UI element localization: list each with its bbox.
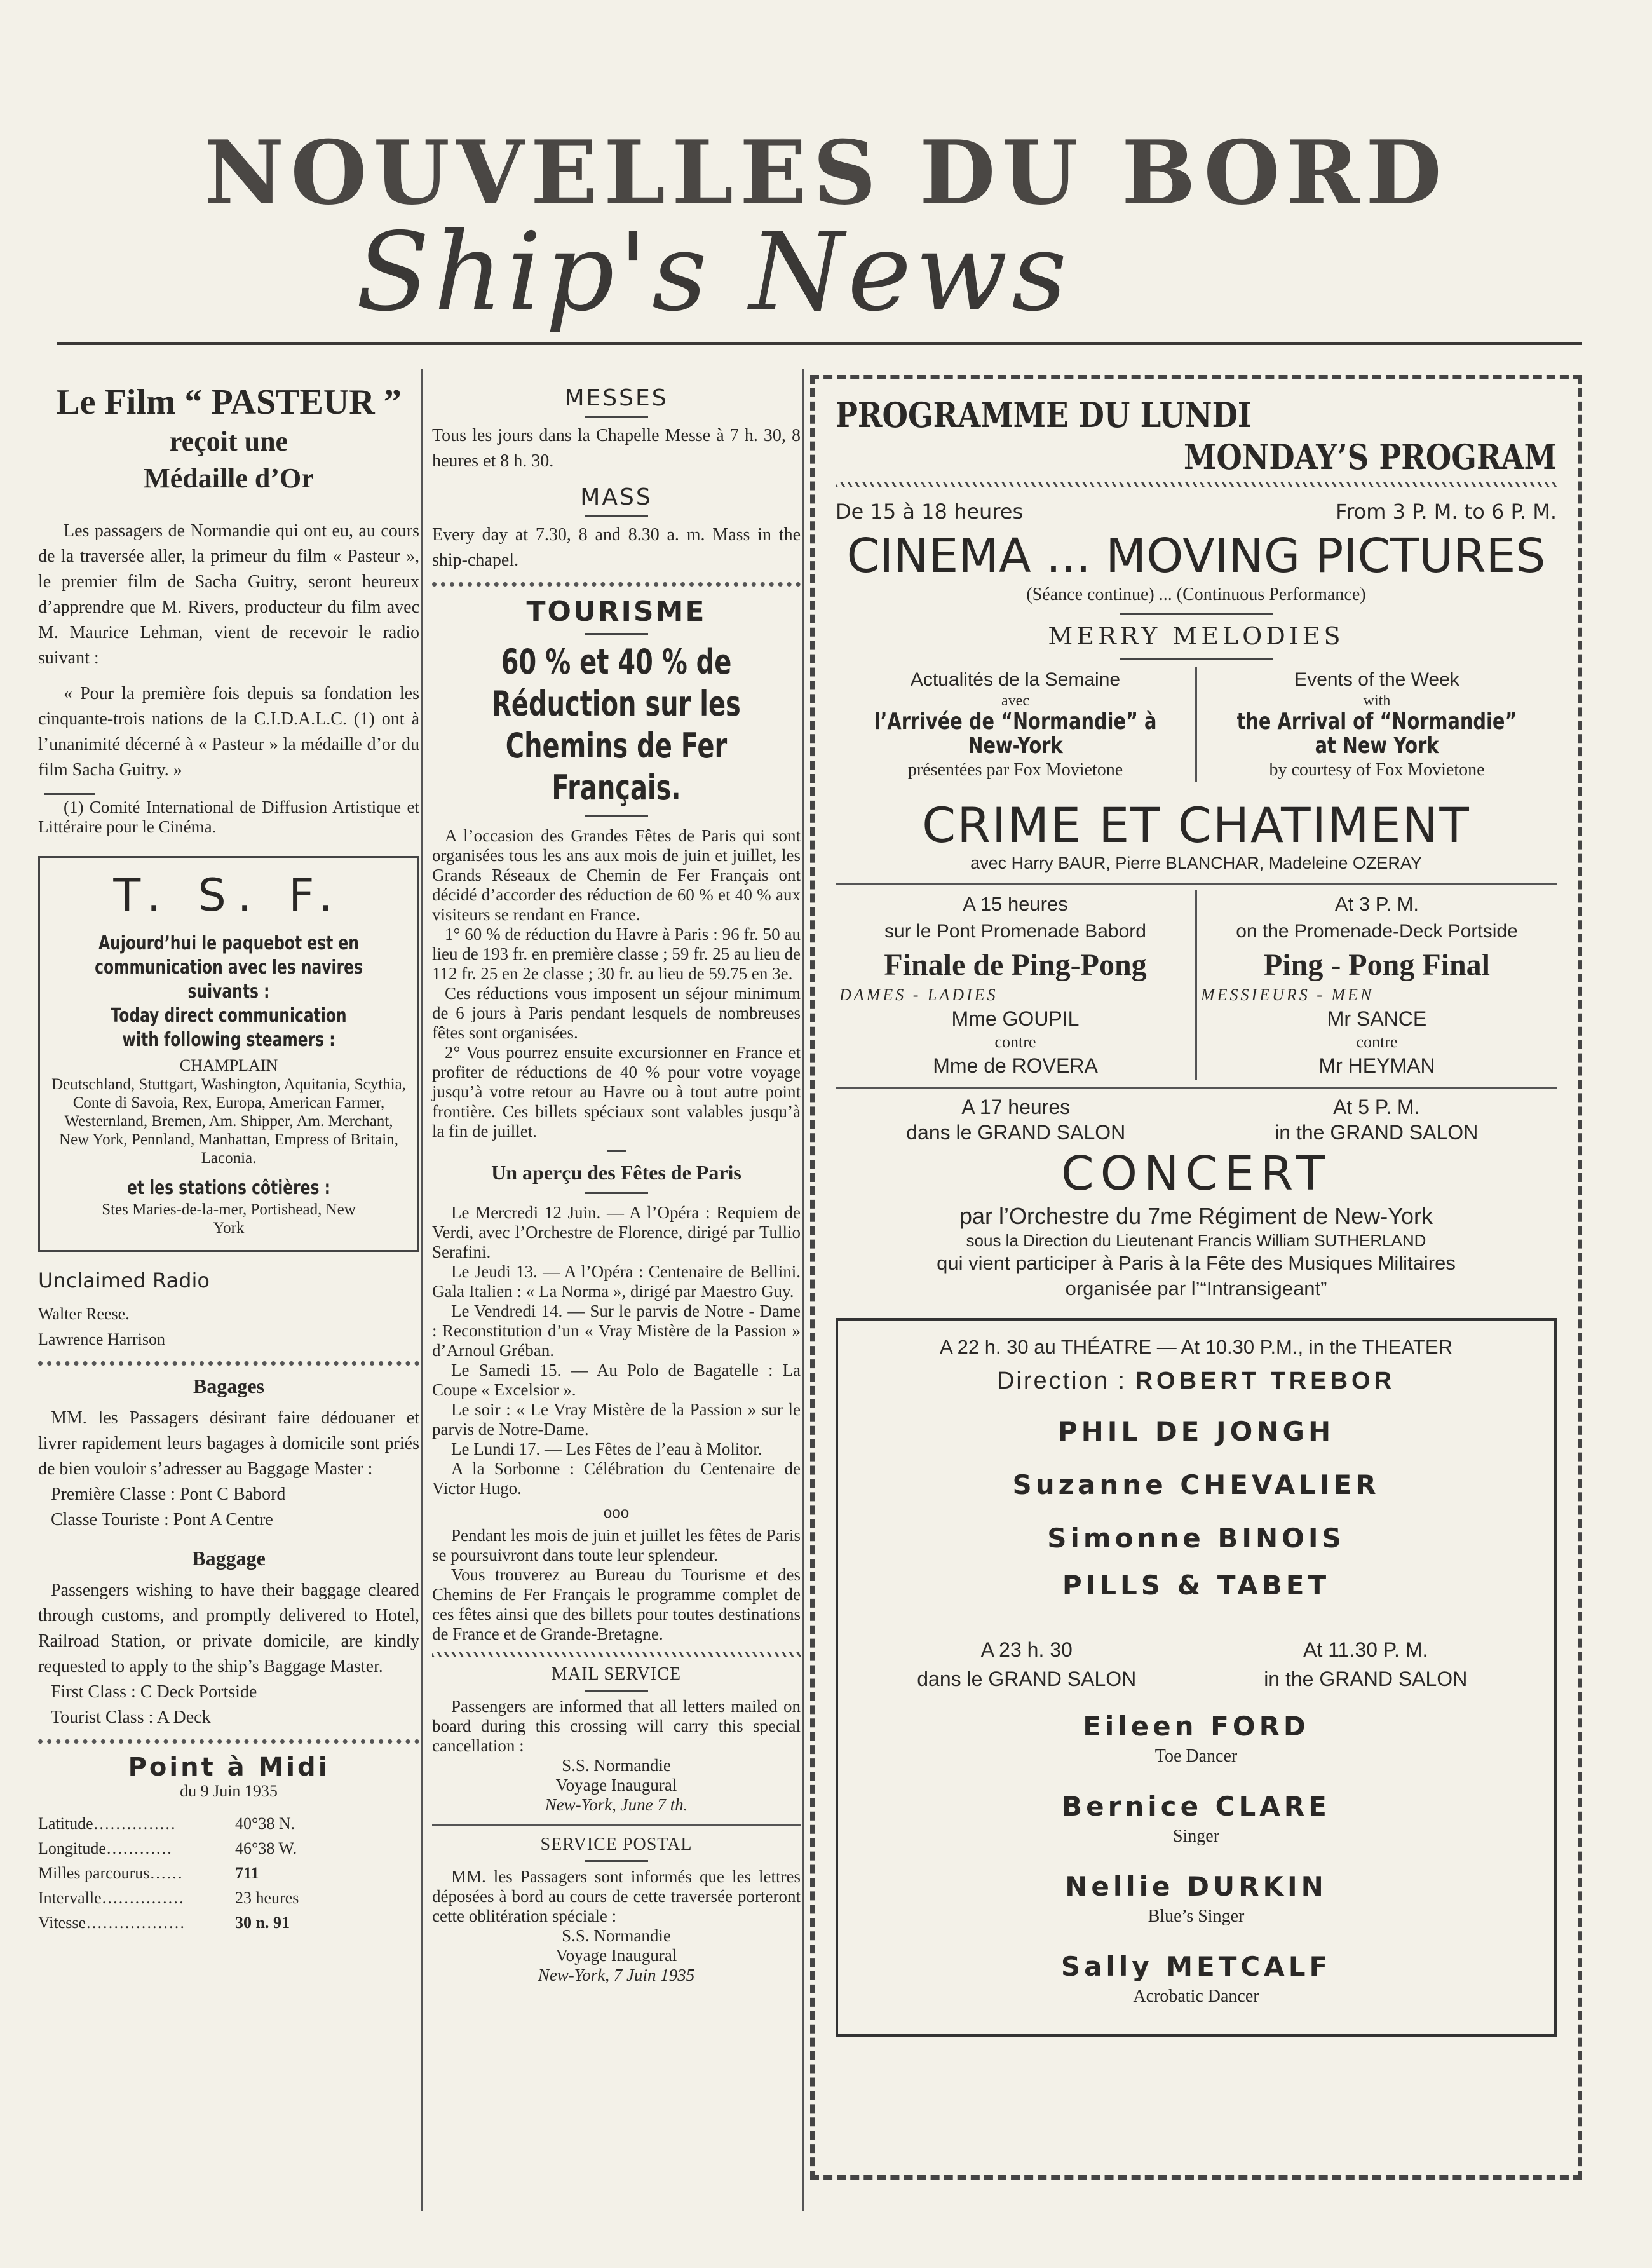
unclaimed-name-2: Lawrence Harrison [38,1330,165,1348]
late-show-fr-time: A 23 h. 30 [980,1638,1073,1661]
fetes-title: Un aperçu des Fêtes de Paris [491,1161,741,1184]
concert-en-place: in the GRAND SALON [1275,1121,1479,1144]
bagages-title: Bagages [193,1375,264,1397]
film-divider [44,793,95,795]
film-title: Le Film “ PASTEUR ” [56,383,402,422]
concert-line3: qui vient participer à Paris à la Fête des Musiques Militaires [937,1252,1456,1274]
point-row: Intervalle…………… 23 heures [38,1889,299,1907]
concert-line2: sous la Direction du Lieutenant Francis William SUTHERLAND [966,1231,1426,1250]
film-subtitle-1: reçoit une [169,426,288,457]
performer-name: Nellie DURKIN [1065,1871,1327,1902]
mail-stamp-2: Voyage Inaugural [555,1776,677,1795]
tourisme-headline: 60 % et 40 % de Réduction sur les Chemins de Fer Français. [492,642,741,808]
divider [585,815,648,817]
point-row: Latitude…………… 40°38 N. [38,1814,295,1833]
messes-body: Tous les jours dans la Chapelle Messe à 7 h. 30, 8 heures et 8 h. 30. [432,426,801,471]
baggage-body: Passengers wishing to have their baggage cleared through customs, and promptly delivered to Hotel, Railroad Station, or private domicile, are kindly requested to apply to the ship’s Baggage Master. [38,1580,419,1676]
postal-body: MM. les Passagers sont informés que les lettres déposées à bord au cours de cette traversée porteront cette oblitération spéciale : [432,1867,801,1925]
dotted-divider [432,582,801,587]
divider [585,1860,648,1862]
zigzag-divider [836,482,1557,487]
pingpong-en-place: on the Promenade-Deck Portside [1236,921,1518,942]
fetes-item: Le Jeudi 13. — A l’Opéra : Centenaire de Bellini. Gala Italien : « La Norma », dirigé par Maestro Guy. [432,1262,801,1301]
mass-body: Every day at 7.30, 8 and 8.30 a. m. Mass in the ship-chapel. [432,525,801,570]
direction-name: ROBERT TREBOR [1135,1368,1396,1394]
tsf-french-intro: Aujourd’hui le paquebot est en communication avec les navires suivants : [95,932,363,1003]
tourisme-p1: A l’occasion des Grandes Fêtes de Paris qui sont organisées tous les ans aux mois de juin et juillet, les Grands Réseaux de Chemin de Fer Français ont décidé d’accorder des réduction de 60 % et 40 % aux visiteurs se rendant en France. [432,826,801,924]
postal-stamp-1: S.S. Normandie [562,1926,671,1945]
fetes-item: Le Mercredi 12 Juin. — A l’Opéra : Requiem de Verdi, avec l’Orchestre de Florence, dirigé par Tullio Serafini. [432,1203,801,1261]
divider [1120,658,1273,660]
film-body: Les passagers de Normandie qui ont eu, au cours de la traversée aller, la primeur du film « Pasteur », le premier film de Sacha Guitry, seront heureux d’apprendre que M. Rivers, producteur du film avec M. Maurice Lehman, vient de recevoir le radio suivant : [38,521,419,668]
news-fr-line2: avec [1001,693,1029,709]
fetes-item: Le Samedi 15. — Au Polo de Bagatelle : La Coupe « Excelsior ». [432,1361,801,1399]
feature-film-title: CRIME ET CHATIMENT [922,797,1470,853]
divider [836,883,1557,885]
bagages-tourist-class: Classe Touriste : Pont A Centre [51,1510,273,1530]
film-quote: « Pour la première fois depuis sa fondation les cinquante-trois nations de la C.I.D.A.L.C. (1) ont à l’unanimité décerné à « Pasteur » la médaille d’or du film Sacha Guitry. » [38,684,419,780]
divider [432,1824,801,1826]
news-en-line4: by courtesy of Fox Movietone [1269,760,1485,780]
bagages-first-class: Première Classe : Pont C Babord [51,1484,286,1504]
pingpong-en-title: Ping - Pong Final [1263,948,1491,982]
tsf-ship-champlain: CHAMPLAIN [179,1056,278,1075]
unclaimed-title: Unclaimed Radio [38,1268,210,1293]
tourisme-p2: 1° 60 % de réduction du Havre à Paris : 96 fr. 50 au lieu de 193 fr. en première classe ; 59 fr. 25 au lieu de 112 fr. 25 en 2e classe ; 30 fr. au lieu de 59.75 en 3e. [432,925,801,983]
fetes-item: Le Lundi 17. — Les Fêtes de l’eau à Molitor. [451,1439,762,1458]
cinema-time-en: From 3 P. M. to 6 P. M. [1336,499,1557,524]
divider [607,1150,626,1152]
performer-name: Simonne BINOIS [1047,1523,1345,1554]
fetes-item: A la Sorbonne : Célébration du Centenaire de Victor Hugo. [432,1459,801,1498]
bagages-body: MM. les Passagers désirant faire dédouaner et livrer rapidement leurs bagages à domicile sont priés de bien vouloir s’adresser au Baggage Master : [38,1408,419,1479]
mail-title: MAIL SERVICE [552,1664,681,1684]
concert-line1: par l’Orchestre du 7me Régiment de New-York [959,1203,1433,1229]
divider [585,515,648,517]
theatre-box [836,1318,1557,2037]
direction-label: Direction : [996,1368,1127,1394]
late-show-en-place: in the GRAND SALON [1264,1667,1468,1690]
news-en-line3: the Arrival of “Normandie” at New York [1236,709,1517,759]
program-panel [810,375,1582,2180]
news-fr-line4: présentées par Fox Movietone [907,760,1123,780]
program-title-fr: PROGRAMME DU LUNDI [836,395,1252,435]
pingpong-fr-vs: contre [994,1033,1036,1051]
news-fr-line1: Actualités de la Semaine [910,669,1121,690]
theatre-line: A 22 h. 30 au THÉATRE — At 10.30 P.M., in the THEATER [940,1336,1452,1358]
baggage-title: Baggage [192,1547,266,1570]
tsf-coast-stations: Stes Maries-de-la-mer, Portishead, New York [102,1201,356,1237]
messes-title: MESSES [564,385,668,411]
divider [585,633,648,635]
tsf-box [38,856,419,1252]
concert-line4: organisée par l’“Intransigeant” [1065,1277,1327,1300]
film-footnote: (1) Comité International de Diffusion Artistique et Littéraire pour le Cinéma. [38,798,419,836]
point-table [38,1811,419,1935]
performer-name: Eileen FORD [1083,1711,1310,1742]
pingpong-fr-time: A 15 heures [963,893,1068,915]
unclaimed-name-1: Walter Reese. [38,1305,130,1323]
news-fr-line3: l’Arrivée de “Normandie” à New-York [874,709,1157,759]
mail-stamp-3: New-York, June 7 th. [545,1795,688,1814]
cinema-time-fr: De 15 à 18 heures [836,499,1024,524]
pingpong-fr-title: Finale de Ping-Pong [884,948,1147,982]
concert-fr-place: dans le GRAND SALON [906,1121,1126,1144]
pingpong-en-category: MESSIEURS - MEN [1201,986,1374,1004]
tsf-coast-label: et les stations côtières : [127,1177,330,1199]
point-row: Longitude………… 46°38 W. [38,1839,297,1857]
tourisme-p3: Ces réductions vous imposent un séjour minimum de 6 jours à Paris pendant lesquels de nombreuses fêtes sont organisées. [432,984,801,1042]
pingpong-fr-place: sur le Pont Promenade Babord [884,921,1146,942]
pingpong-en-player2: Mr HEYMAN [1318,1054,1435,1077]
performer-name: Sally METCALF [1060,1951,1332,1982]
mass-title: MASS [580,484,653,510]
program-title-en: MONDAY’S PROGRAM [1184,437,1557,477]
pingpong-fr-player1: Mme GOUPIL [951,1007,1080,1030]
point-row: Vitesse……………… 30 n. 91 [38,1913,290,1932]
feature-film-cast: avec Harry BAUR, Pierre BLANCHAR, Madeleine OZERAY [970,853,1422,873]
news-en-line2: with [1363,693,1391,709]
baggage-first-class: First Class : C Deck Portside [51,1682,257,1702]
cinema-subtitle: (Séance continue) ... (Continuous Performance) [1026,585,1366,604]
concert-fr-time: A 17 heures [961,1096,1071,1118]
merry-melodies: MERRY MELODIES [1048,622,1344,650]
film-subtitle-2: Médaille d’Or [144,463,314,494]
point-date: du 9 Juin 1935 [180,1782,278,1800]
concert-title: CONCERT [1061,1146,1331,1201]
tourisme-title: TOURISME [526,595,707,628]
mail-body: Passengers are informed that all letters mailed on board during this crossing will carry this special cancellation : [432,1697,801,1755]
cinema-title: CINEMA ... MOVING PICTURES [846,529,1546,583]
postal-stamp-3: New-York, 7 Juin 1935 [538,1966,695,1985]
pingpong-en-player1: Mr SANCE [1327,1007,1427,1030]
dotted-divider [38,1739,419,1744]
fetes-item: Le soir : « Le Vray Mistère de la Passion » sur le parvis de Notre-Dame. [432,1400,801,1439]
masthead-rule [57,342,1582,345]
point-row: Milles parcourus…… 711 [38,1864,259,1882]
late-show-fr-place: dans le GRAND SALON [917,1667,1137,1690]
pingpong-fr-player2: Mme de ROVERA [933,1054,1098,1077]
divider [1120,613,1273,615]
zigzag-divider [432,1652,801,1657]
masthead-title: NOUVELLES DU BORD [204,121,1448,224]
mail-stamp-1: S.S. Normandie [562,1756,671,1775]
performer-name: Bernice CLARE [1062,1791,1330,1822]
performer-name: PILLS & TABET [1062,1570,1330,1601]
concert-en-time: At 5 P. M. [1333,1096,1420,1118]
fetes-p2: Vous trouverez au Bureau du Tourisme et des Chemins de Fer Français le programme complet de ces fêtes ainsi que des billets pour toutes destinations de France et de Grande-Bretagne. [432,1565,801,1643]
pingpong-en-vs: contre [1356,1033,1398,1051]
postal-title: SERVICE POSTAL [540,1835,693,1854]
masthead-script-subtitle: Ship's News [356,210,1071,336]
dotted-divider [38,1361,419,1366]
postal-stamp-2: Voyage Inaugural [555,1946,677,1965]
divider [585,1192,648,1194]
performer-role: Acrobatic Dancer [1133,1986,1259,2006]
fetes-p1: Pendant les mois de juin et juillet les fêtes de Paris se poursuivront dans toute leur splendeur. [432,1526,801,1565]
fetes-item: Le Vendredi 14. — Sur le parvis de Notre - Dame : Reconstitution d’un « Vray Mistère de la Passion » d’Arnoul Gréban. [432,1301,801,1360]
divider [585,1690,648,1692]
performer-role: Toe Dancer [1154,1746,1238,1766]
tsf-title: T. S. F. [113,869,344,921]
tsf-english-intro: Today direct communication with following steamers : [111,1005,347,1051]
tsf-ship-list: Deutschland, Stuttgart, Washington, Aquitania, Scythia, Conte di Savoia, Rex, Europa, American Farmer, Westernland, Bremen, Am. Shipper, Am. Merchant, New York, Pennland, Manhattan, Empress of Britain, Laconia. [51,1076,406,1167]
column-divider-1 [421,369,423,2211]
performer-role: Singer [1172,1826,1220,1846]
late-show-en-time: At 11.30 P. M. [1303,1638,1428,1661]
divider [836,1087,1557,1089]
fetes-separator: ooo [603,1502,630,1521]
pingpong-fr-category: DAMES - LADIES [839,986,998,1004]
tourisme-p4: 2° Vous pourrez ensuite excursionner en France et profiter de réductions de 40 % pour votre voyage jusqu’à votre retour au Havre ou à tout autre point frontière. Ces billets spéciaux sont valables jusqu’à la fin de juillet. [432,1043,801,1141]
performer-name: PHIL DE JONGH [1057,1416,1335,1447]
column-middle [432,369,801,1985]
performer-name: Suzanne CHEVALIER [1012,1469,1380,1500]
divider [585,416,648,418]
news-en-line1: Events of the Week [1294,669,1459,690]
column-divider-2 [802,369,804,2211]
performer-role: Blue’s Singer [1148,1906,1245,1926]
column-left [38,369,419,1935]
baggage-tourist-class: Tourist Class : A Deck [51,1708,211,1727]
point-title: Point à Midi [128,1753,330,1782]
pingpong-en-time: At 3 P. M. [1334,893,1419,915]
